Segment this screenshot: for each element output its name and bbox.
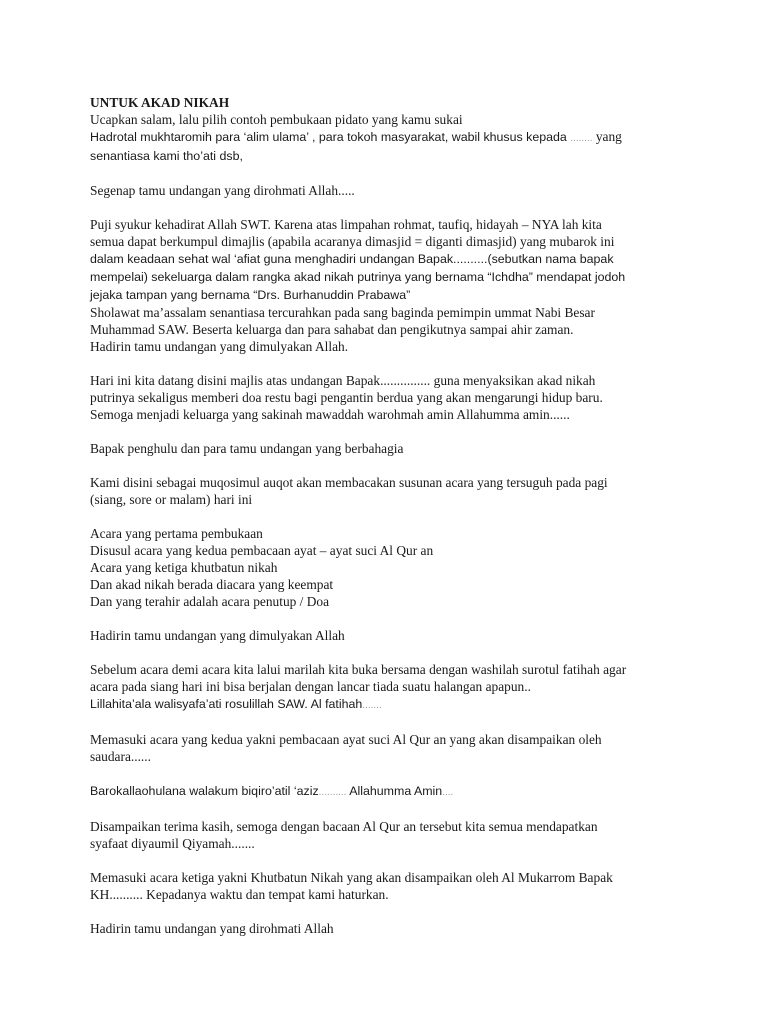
ellipsis-dots: .... xyxy=(442,787,454,798)
text-run: Disampaikan terima kasih, semoga dengan bacaan Al Qur an tersebut kita semua mendapatkan xyxy=(90,819,598,834)
paragraph xyxy=(90,440,720,457)
document-sections xyxy=(90,111,720,937)
ellipsis-dots: ........ xyxy=(570,133,593,144)
text-line xyxy=(90,286,720,304)
text-line xyxy=(90,406,720,423)
text-line xyxy=(90,678,720,695)
text-line xyxy=(90,695,720,714)
paragraph xyxy=(90,869,720,903)
text-line xyxy=(90,559,720,576)
text-run: mempelai) sekeluarga dalam rangka akad nikah putrinya yang bernama “Ichdha” mendapat jodoh xyxy=(90,270,626,284)
text-line xyxy=(90,474,720,491)
text-run: Dan yang terahir adalah acara penutup / Doa xyxy=(90,594,330,609)
text-run: Acara yang pertama pembukaan xyxy=(90,526,263,541)
paragraph xyxy=(90,474,720,508)
text-run: Segenap tamu undangan yang dirohmati Allah..... xyxy=(90,183,355,198)
paragraph xyxy=(90,920,720,937)
text-run: Hari ini kita datang disini majlis atas undangan Bapak............... guna menyaksikan akad nikah xyxy=(90,373,596,388)
text-line xyxy=(90,128,720,147)
text-line xyxy=(90,627,720,644)
text-run: Puji syukur kehadirat Allah SWT. Karena atas limpahan rohmat, taufiq, hidayah – NYA lah kita xyxy=(90,217,602,232)
paragraph xyxy=(90,525,720,610)
text-line xyxy=(90,182,720,199)
text-run: acara pada siang hari ini bisa berjalan dengan lancar tiada suatu halangan apapun.. xyxy=(90,679,531,694)
text-line xyxy=(90,250,720,268)
text-run: semua dapat berkumpul dimajlis (apabila acaranya dimasjid = diganti dimasjid) yang mubarok ini xyxy=(90,234,615,249)
text-line xyxy=(90,661,720,678)
text-line xyxy=(90,576,720,593)
paragraph xyxy=(90,182,720,199)
paragraph xyxy=(90,372,720,423)
text-run: Hadirin tamu undangan yang dimulyakan Allah xyxy=(90,628,345,643)
text-run: Bapak penghulu dan para tamu undangan yang berbahagia xyxy=(90,441,404,456)
text-line xyxy=(90,321,720,338)
text-run: Hadrotal mukhtaromih para ‘alim ulama’ , para tokoh masyarakat, wabil khusus kepada xyxy=(90,130,571,144)
text-run: Memasuki acara ketiga yakni Khutbatun Nikah yang akan disampaikan oleh Al Mukarrom Bapak xyxy=(90,870,613,885)
ellipsis-dots: .......... xyxy=(318,787,347,798)
text-line xyxy=(90,886,720,903)
text-run: Sholawat ma’assalam senantiasa tercurahkan pada sang baginda pemimpin ummat Nabi Besar xyxy=(90,305,595,320)
text-line xyxy=(90,440,720,457)
text-line xyxy=(90,491,720,508)
text-line xyxy=(90,111,720,128)
text-line xyxy=(90,389,720,406)
document-title-block xyxy=(90,94,720,111)
text-run: Dan akad nikah berada diacara yang keempat xyxy=(90,577,334,592)
text-run: Muhammad SAW. Beserta keluarga dan para sahabat dan pengikutnya sampai ahir zaman. xyxy=(90,322,574,337)
paragraph xyxy=(90,627,720,644)
text-line xyxy=(90,920,720,937)
document-title: UNTUK AKAD NIKAH xyxy=(90,95,230,110)
text-line xyxy=(90,835,720,852)
text-run: KH.......... Kepadanya waktu dan tempat kami haturkan. xyxy=(90,887,389,902)
text-run: senantiasa kami tho’ati dsb, xyxy=(90,149,243,163)
text-run: Semoga menjadi keluarga yang sakinah mawaddah warohmah amin Allahumma amin...... xyxy=(90,407,570,422)
text-line xyxy=(90,338,720,355)
text-line xyxy=(90,593,720,610)
text-run: Hadirin tamu undangan yang dimulyakan Allah. xyxy=(90,339,349,354)
text-run: Hadirin tamu undangan yang dirohmati Allah xyxy=(90,921,334,936)
text-line xyxy=(90,304,720,321)
text-run: putrinya sekaligus memberi doa restu bagi pengantin berdua yang akan mengarungi hidup baru. xyxy=(90,390,603,405)
text-run: Lillahita’ala walisyafa’ati rosulillah SAW. Al fatihah xyxy=(90,697,363,711)
text-line xyxy=(90,147,720,165)
text-run: syafaat diyaumil Qiyamah....... xyxy=(90,836,255,851)
text-run: Kami disini sebagai muqosimul auqot akan membacakan susunan acara yang tersuguh pada pagi xyxy=(90,475,608,490)
text-run: Acara yang ketiga khutbatun nikah xyxy=(90,560,278,575)
text-run: Memasuki acara yang kedua yakni pembacaan ayat suci Al Qur an yang akan disampaikan oleh xyxy=(90,732,602,747)
text-line xyxy=(90,818,720,835)
text-line xyxy=(90,268,720,286)
paragraph xyxy=(90,818,720,852)
document-body xyxy=(90,94,720,954)
text-run: Allahumma Amin xyxy=(346,784,443,798)
text-run: Barokallaohulana walakum biqiro’atil ‘aziz xyxy=(90,784,319,798)
text-line xyxy=(90,782,720,801)
text-line xyxy=(90,869,720,886)
text-line xyxy=(90,372,720,389)
text-run: Sebelum acara demi acara kita lalui marilah kita buka bersama dengan washilah surotul fatihah agar xyxy=(90,662,627,677)
ellipsis-dots: ....... xyxy=(362,700,382,711)
text-run: Disusul acara yang kedua pembacaan ayat – ayat suci Al Qur an xyxy=(90,543,434,558)
text-run: yang xyxy=(592,129,622,144)
text-line xyxy=(90,731,720,748)
paragraph xyxy=(90,111,720,165)
text-run: dalam keadaan sehat wal ‘afiat guna menghadiri undangan Bapak..........(sebutkan nama bapak xyxy=(90,252,614,266)
text-run: Ucapkan salam, lalu pilih contoh pembukaan pidato yang kamu sukai xyxy=(90,112,463,127)
text-line xyxy=(90,216,720,233)
paragraph xyxy=(90,782,720,801)
text-line xyxy=(90,542,720,559)
paragraph xyxy=(90,661,720,714)
text-line xyxy=(90,525,720,542)
text-run: (siang, sore or malam) hari ini xyxy=(90,492,253,507)
text-line xyxy=(90,748,720,765)
text-line xyxy=(90,233,720,250)
text-run: saudara...... xyxy=(90,749,151,764)
text-run: jejaka tampan yang bernama “Drs. Burhanuddin Prabawa” xyxy=(90,288,411,302)
paragraph xyxy=(90,216,720,355)
paragraph xyxy=(90,731,720,765)
